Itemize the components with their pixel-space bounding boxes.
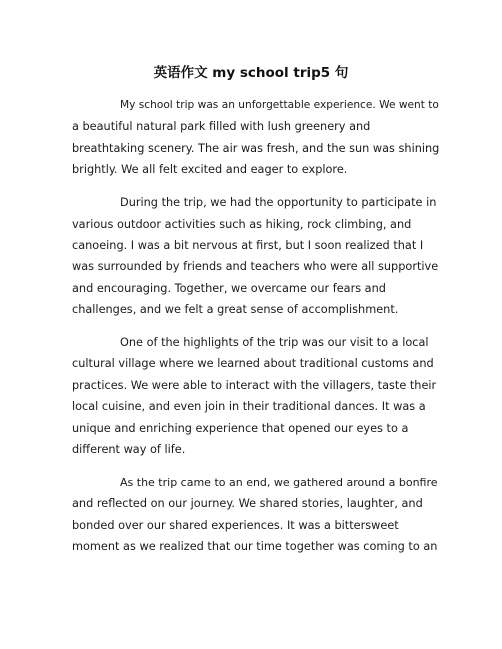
paragraph-line: unique and enriching experience that opened our eyes to a xyxy=(72,421,409,435)
paragraph-line: practices. We were able to interact with the villagers, taste their xyxy=(72,378,437,392)
document-body xyxy=(72,95,439,569)
paragraph-line: was surrounded by friends and teachers who were all supportive xyxy=(72,260,439,274)
paragraph-1 xyxy=(72,95,439,181)
paragraph-line: My school trip was an unforgettable experience. We went to xyxy=(120,99,439,111)
paragraph-line: During the trip, we had the opportunity to participate in xyxy=(120,196,437,210)
paragraph-line: breathtaking scenery. The air was fresh, and the sun was shining xyxy=(72,141,440,155)
document-title: 英语作文 my school trip5 句 xyxy=(153,65,349,81)
paragraph-line: bonded over our shared experiences. It was a bittersweet xyxy=(72,518,399,532)
paragraph-line: challenges, and we felt a great sense of accomplishment. xyxy=(72,303,399,317)
paragraph-line: a beautiful natural park filled with lush greenery and xyxy=(72,120,371,134)
paragraph-3 xyxy=(72,332,439,460)
paragraph-4 xyxy=(72,472,439,558)
paragraph-line: brightly. We all felt excited and eager to explore. xyxy=(72,163,348,177)
paragraph-line: moment as we realized that our time together was coming to an xyxy=(72,540,438,554)
paragraph-line: different way of life. xyxy=(72,443,186,457)
paragraph-line: One of the highlights of the trip was our visit to a local xyxy=(120,336,429,350)
paragraph-line: local cuisine, and even join in their traditional dances. It was a xyxy=(72,400,426,414)
paragraph-line: canoeing. I was a bit nervous at first, but I soon realized that I xyxy=(72,238,424,252)
paragraph-line: and reflected on our journey. We shared stories, laughter, and xyxy=(72,497,423,511)
paragraph-line: As the trip came to an end, we gathered around a bonfire xyxy=(120,476,438,489)
paragraph-2 xyxy=(72,192,439,320)
paragraph-line: various outdoor activities such as hiking, rock climbing, and xyxy=(72,217,412,231)
paragraph-line: and encouraging. Together, we overcame our fears and xyxy=(72,281,386,295)
paragraph-line: cultural village where we learned about traditional customs and xyxy=(72,357,434,371)
